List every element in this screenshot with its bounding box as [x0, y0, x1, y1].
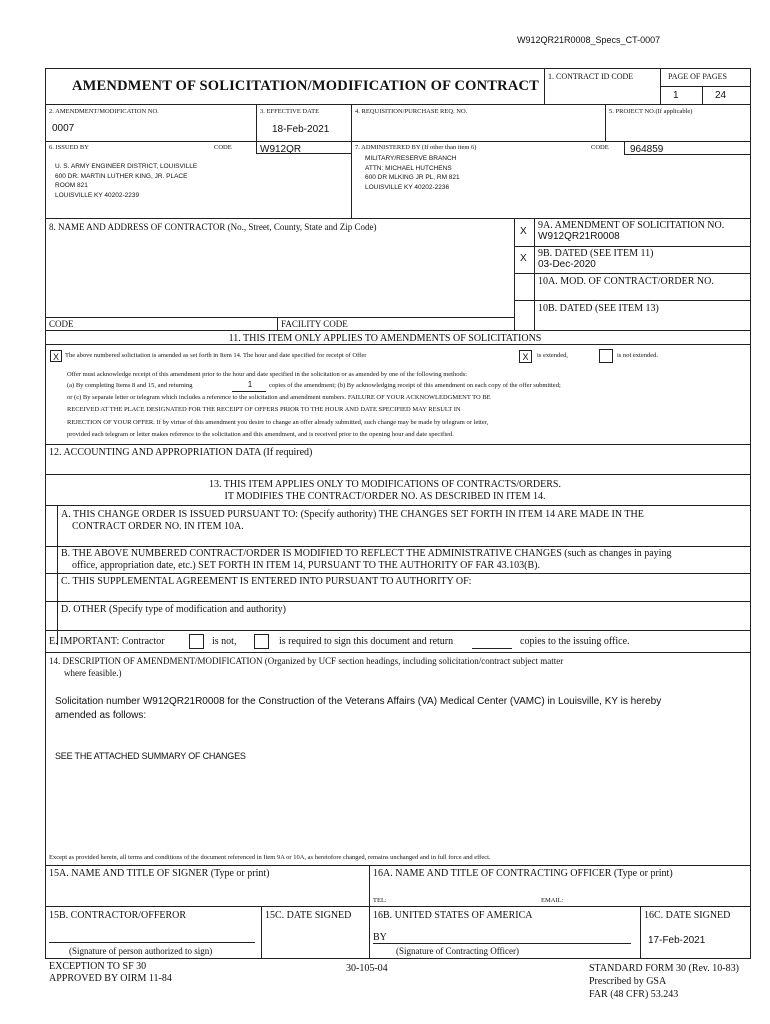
9a-label: 9A. AMENDMENT OF SOLICITATION NO. [538, 220, 725, 231]
section-11-p4: RECEIVED AT THE PLACE DESIGNATED FOR THE RECEIPT OF OFFERS PRIOR TO THE HOUR AND DATE SPECIFIED MAY RESULT IN [67, 406, 461, 413]
16b-label: 16B. UNITED STATES OF AMERICA [373, 910, 533, 921]
section-11-p2b: copies of the amendment; (b) By acknowledging receipt of this amendment on each copy of the offer submitted; [269, 382, 561, 389]
administered-by-label: 7. ADMINISTERED BY (If other than item 6) [355, 144, 477, 151]
contractor-signature-caption: (Signature of person authorized to sign) [69, 946, 213, 956]
administered-by-code-label: CODE [591, 144, 609, 151]
co-tel-label: TEL: [373, 897, 387, 904]
is-required-label: is required to sign this document and return [279, 636, 454, 647]
section-14-label-1: 14. DESCRIPTION OF AMENDMENT/MODIFICATION (Organized by UCF section headings, including solicitation/contract subject matter [49, 656, 564, 666]
copies-to-issuing-office-label: copies to the issuing office. [520, 636, 630, 647]
document-id: W912QR21R0008_Specs_CT-0007 [517, 35, 661, 45]
administered-by-address: MILITARY/RESERVE BRANCH ATTN: MICHAEL HUTCHENS 600 DR MLKING JR PL, RM 821 LOUISVILLE KY 40202-2236 [365, 155, 460, 191]
not-extended-label: is not extended. [617, 352, 658, 359]
contractor-code-label: CODE [49, 319, 74, 329]
administered-by-code: 964859 [630, 144, 664, 155]
section-13-header-1: 13. THIS ITEM APPLIES ONLY TO MODIFICATIONS OF CONTRACTS/ORDERS. [208, 479, 561, 490]
is-not-label: is not, [212, 636, 237, 647]
section-14-body-2: amended as follows: [55, 710, 147, 721]
solicitation-amended-checkbox[interactable]: X [50, 350, 62, 362]
footer-approved-by: APPROVED BY OIRM 11-84 [49, 973, 172, 984]
effective-date-value: 18-Feb-2021 [272, 124, 330, 135]
section-13b-line2: office, appropriation date, etc.) SET FORTH IN ITEM 14, PURSUANT TO THE AUTHORITY OF FAR 43.103(B). [72, 560, 540, 571]
16c-date-signed: 17-Feb-2021 [648, 935, 706, 946]
requisition-label: 4. REQUISITION/PURCHASE REQ. NO. [355, 108, 468, 115]
16a-label: 16A. NAME AND TITLE OF CONTRACTING OFFICER (Type or print) [373, 868, 673, 879]
section-13a-line1: A. THIS CHANGE ORDER IS ISSUED PURSUANT TO: (Specify authority) THE CHANGES SET FORTH IN ITEM 14 ARE MADE IN THE [61, 509, 644, 520]
section-11-p1: Offer must acknowledge receipt of this amendment prior to the hour and date specified in the solicitation or as amended by one of the following methods: [67, 371, 468, 378]
extended-label: is extended, [537, 352, 569, 359]
9a-value: W912QR21R0008 [538, 231, 620, 242]
section-13-header-2: IT MODIFIES THE CONTRACT/ORDER NO. AS DESCRIBED IN ITEM 14. [224, 491, 546, 502]
section-11-p2a: (a) By completing Items 8 and 15, and returning [67, 382, 193, 389]
section-11-header: 11. THIS ITEM ONLY APPLIES TO AMENDMENTS OF SOLICITATIONS [228, 333, 542, 344]
15b-label: 15B. CONTRACTOR/OFFEROR [49, 910, 187, 921]
effective-date-label: 3. EFFECTIVE DATE [260, 108, 320, 115]
9b-label: 9B. DATED (SEE ITEM 11) [538, 248, 654, 259]
amendment-no-value: 0007 [52, 123, 75, 134]
issued-by-code: W912QR [260, 144, 302, 155]
section-14-body-1: Solicitation number W912QR21R0008 for the Construction of the Veterans Affairs (VA) Medical Center (VAMC) in Louisville, KY is hereby [55, 696, 662, 707]
section-11-p6: provided each telegram or letter makes reference to the solicitation and this amendment, and is received prior to the opening hour and date specified. [67, 431, 454, 438]
footer-prescribed-by: Prescribed by GSA [589, 976, 667, 987]
page-total: 24 [715, 90, 727, 101]
copies-to-return: 1 [247, 380, 253, 389]
section-13b-line1: B. THE ABOVE NUMBERED CONTRACT/ORDER IS MODIFIED TO REFLECT THE ADMINISTRATIVE CHANGES (such as changes in paying [61, 548, 672, 559]
extended-checkbox[interactable]: X [519, 350, 532, 363]
except-as-provided-text: Except as provided herein, all terms and conditions of the document referenced in Item 9A or 10A, as heretofore changed, remains unchanged and in full force and effect. [49, 854, 491, 861]
issued-by-label: 6. ISSUED BY [49, 144, 89, 151]
section-14-label-2: where feasible.) [64, 668, 122, 678]
10b-label: 10B. DATED (SEE ITEM 13) [538, 303, 659, 314]
amendment-no-label: 2. AMENDMENT/MODIFICATION NO. [49, 108, 159, 115]
section-13a-line2: CONTRACT ORDER NO. IN ITEM 10A. [72, 521, 244, 532]
16c-label: 16C. DATE SIGNED [644, 910, 731, 921]
not-extended-checkbox[interactable] [599, 349, 613, 363]
page-of-pages-label: PAGE OF PAGES [668, 72, 727, 81]
section-13d-label: D. OTHER (Specify type of modification and authority) [61, 604, 286, 615]
9a-mark: X [520, 226, 527, 237]
section-11-p3: or (c) By separate letter or telegram which includes a reference to the solicitation and amendment numbers. FAILURE OF YOUR ACKNOWLEDGMENT TO BE [67, 394, 491, 401]
footer-form-code: 30-105-04 [346, 963, 388, 974]
contract-id-code-label: 1. CONTRACT ID CODE [548, 72, 634, 81]
contractor-is-required-checkbox[interactable] [254, 634, 269, 649]
contracting-officer-signature-caption: (Signature of Contracting Officer) [396, 946, 520, 956]
form-title: AMENDMENT OF SOLICITATION/MODIFICATION OF CONTRACT [72, 78, 540, 94]
section-12-label: 12. ACCOUNTING AND APPROPRIATION DATA (If required) [49, 447, 313, 458]
issued-by-address: U. S. ARMY ENGINEER DISTRICT, LOUISVILLE 600 DR. MARTIN LUTHER KING, JR. PLACE ROOM 821 LOUISVILLE KY 40202-2239 [55, 163, 198, 199]
15c-label: 15C. DATE SIGNED [265, 910, 352, 921]
page-current: 1 [673, 90, 679, 101]
section-11-line1: The above numbered solicitation is amended as set forth in Item 14. The hour and date specified for receipt of Offer [65, 352, 367, 359]
important-contractor-label: E. IMPORTANT: Contractor [49, 636, 165, 647]
facility-code-label: FACILITY CODE [281, 319, 348, 329]
by-label: BY [373, 932, 387, 943]
project-no-label: 5. PROJECT NO.(If applicable) [609, 108, 693, 115]
section-11-p5: REJECTION OF YOUR OFFER. If by virtue of this amendment you desire to change an offer already submitted, such change may be made by telegram or letter, [67, 419, 489, 426]
9b-value: 03-Dec-2020 [538, 259, 596, 270]
section-14-body-3: SEE THE ATTACHED SUMMARY OF CHANGES [55, 751, 246, 761]
footer-exception: EXCEPTION TO SF 30 [49, 961, 147, 972]
9b-mark: X [520, 253, 527, 264]
15a-label: 15A. NAME AND TITLE OF SIGNER (Type or print) [49, 868, 270, 879]
footer-far-reference: FAR (48 CFR) 53.243 [589, 989, 679, 1000]
section-13c-label: C. THIS SUPPLEMENTAL AGREEMENT IS ENTERED INTO PURSUANT TO AUTHORITY OF: [61, 576, 472, 587]
10a-label: 10A. MOD. OF CONTRACT/ORDER NO. [538, 276, 714, 287]
contractor-name-address-label: 8. NAME AND ADDRESS OF CONTRACTOR (No., Street, County, State and Zip Code) [49, 222, 377, 232]
footer-standard-form: STANDARD FORM 30 (Rev. 10-83) [589, 963, 739, 974]
co-email-label: EMAIL: [541, 897, 564, 904]
contractor-is-not-checkbox[interactable] [189, 634, 204, 649]
issued-by-code-label: CODE [214, 144, 232, 151]
